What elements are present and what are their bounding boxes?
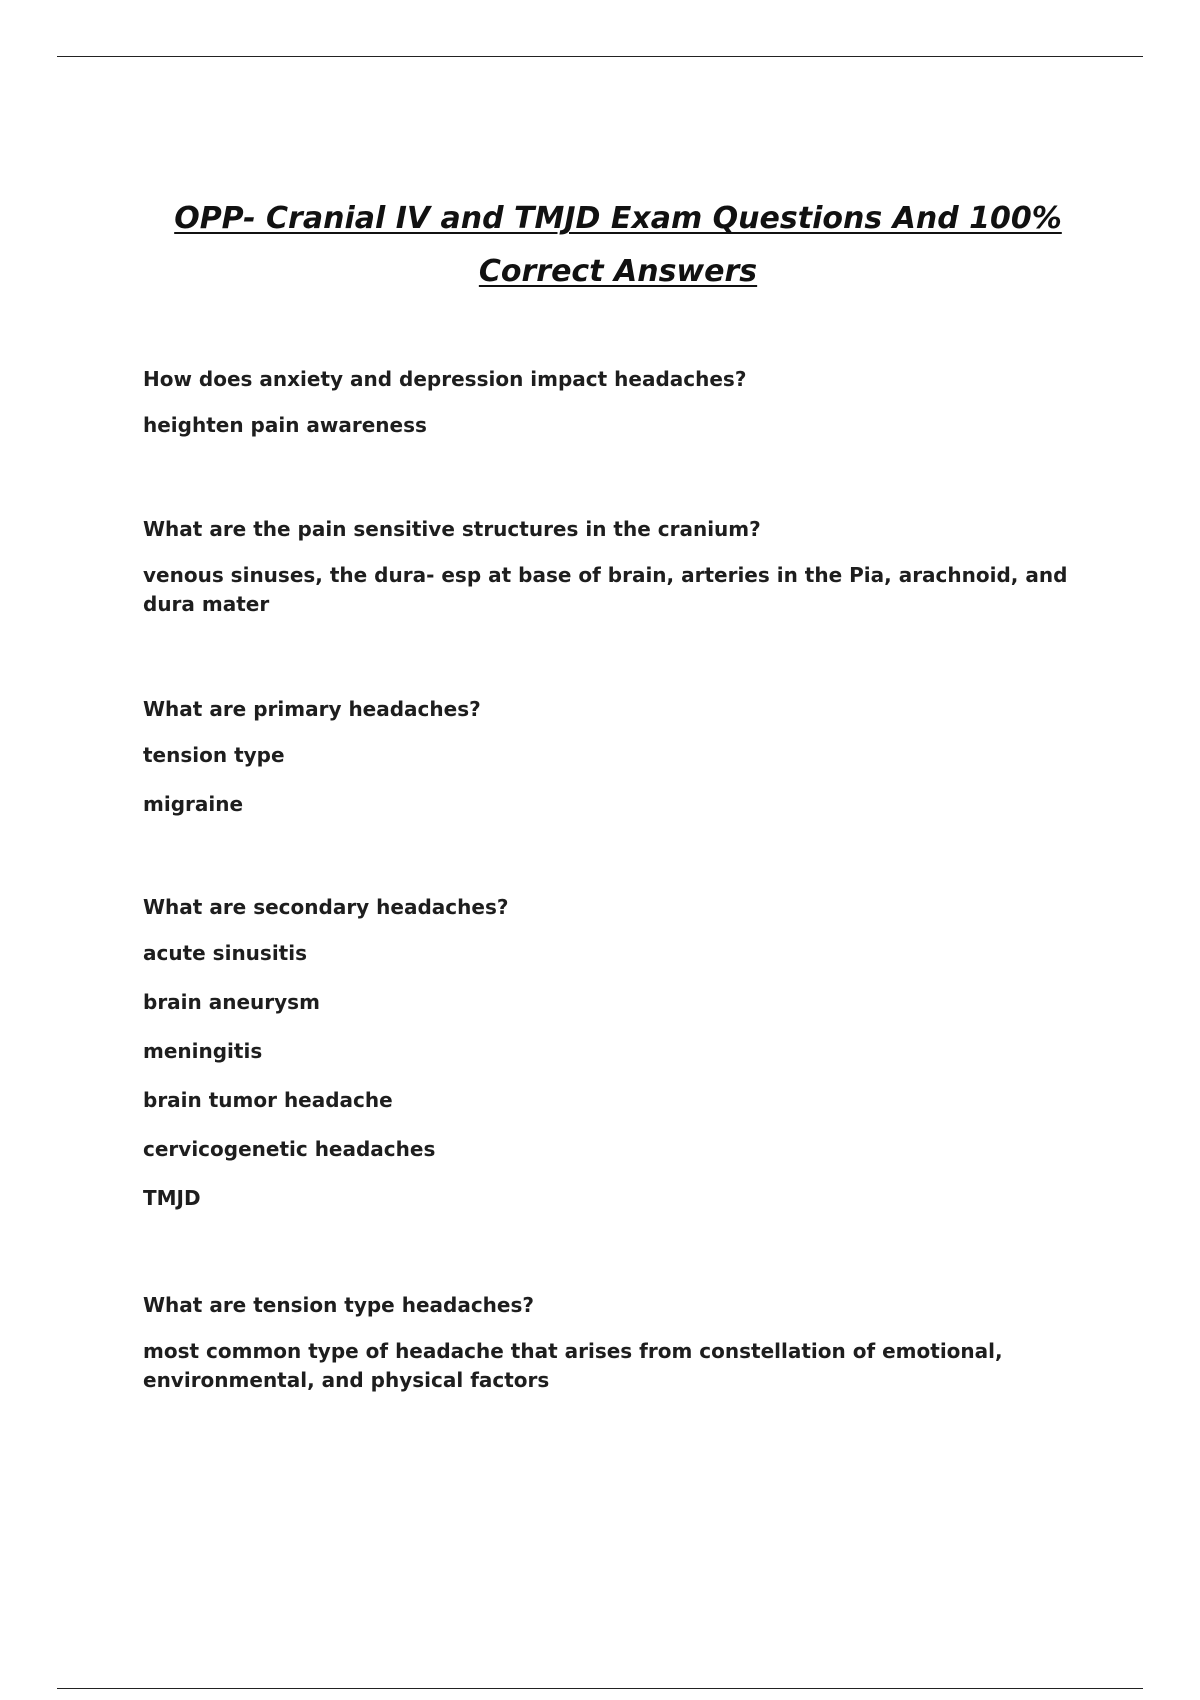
answer: meningitis: [143, 1039, 263, 1063]
answer: brain tumor headache: [143, 1088, 393, 1112]
qa-block-1: [143, 365, 1083, 460]
document-title: [120, 192, 1116, 298]
answer: cervicogenetic headaches: [143, 1137, 436, 1161]
answer: acute sinusitis: [143, 941, 307, 965]
question: What are the pain sensitive structures in the cranium?: [143, 517, 761, 541]
qa-block-4: [143, 893, 1083, 1233]
question: What are tension type headaches?: [143, 1293, 534, 1317]
footer-rule: [57, 1688, 1143, 1689]
title-line-1: OPP- Cranial IV and TMJD Exam Questions And 100%: [174, 201, 1062, 236]
qa-block-2: [143, 515, 1083, 639]
answer: most common type of headache that arises from constellation of emotional, environmental, and physical factors: [143, 1339, 1003, 1392]
answer: migraine: [143, 792, 244, 816]
question: What are primary headaches?: [143, 697, 481, 721]
answer: tension type: [143, 743, 285, 767]
answer: venous sinuses, the dura- esp at base of brain, arteries in the Pia, arachnoid, and dura mater: [143, 563, 1068, 616]
title-line-2: Correct Answers: [478, 254, 758, 289]
answer: heighten pain awareness: [143, 413, 427, 437]
question: How does anxiety and depression impact headaches?: [143, 367, 747, 391]
header-rule: [57, 56, 1143, 57]
question: What are secondary headaches?: [143, 895, 509, 919]
answer: brain aneurysm: [143, 990, 320, 1014]
qa-block-5: [143, 1291, 1083, 1415]
qa-block-3: [143, 695, 1083, 839]
answer: TMJD: [143, 1186, 201, 1210]
